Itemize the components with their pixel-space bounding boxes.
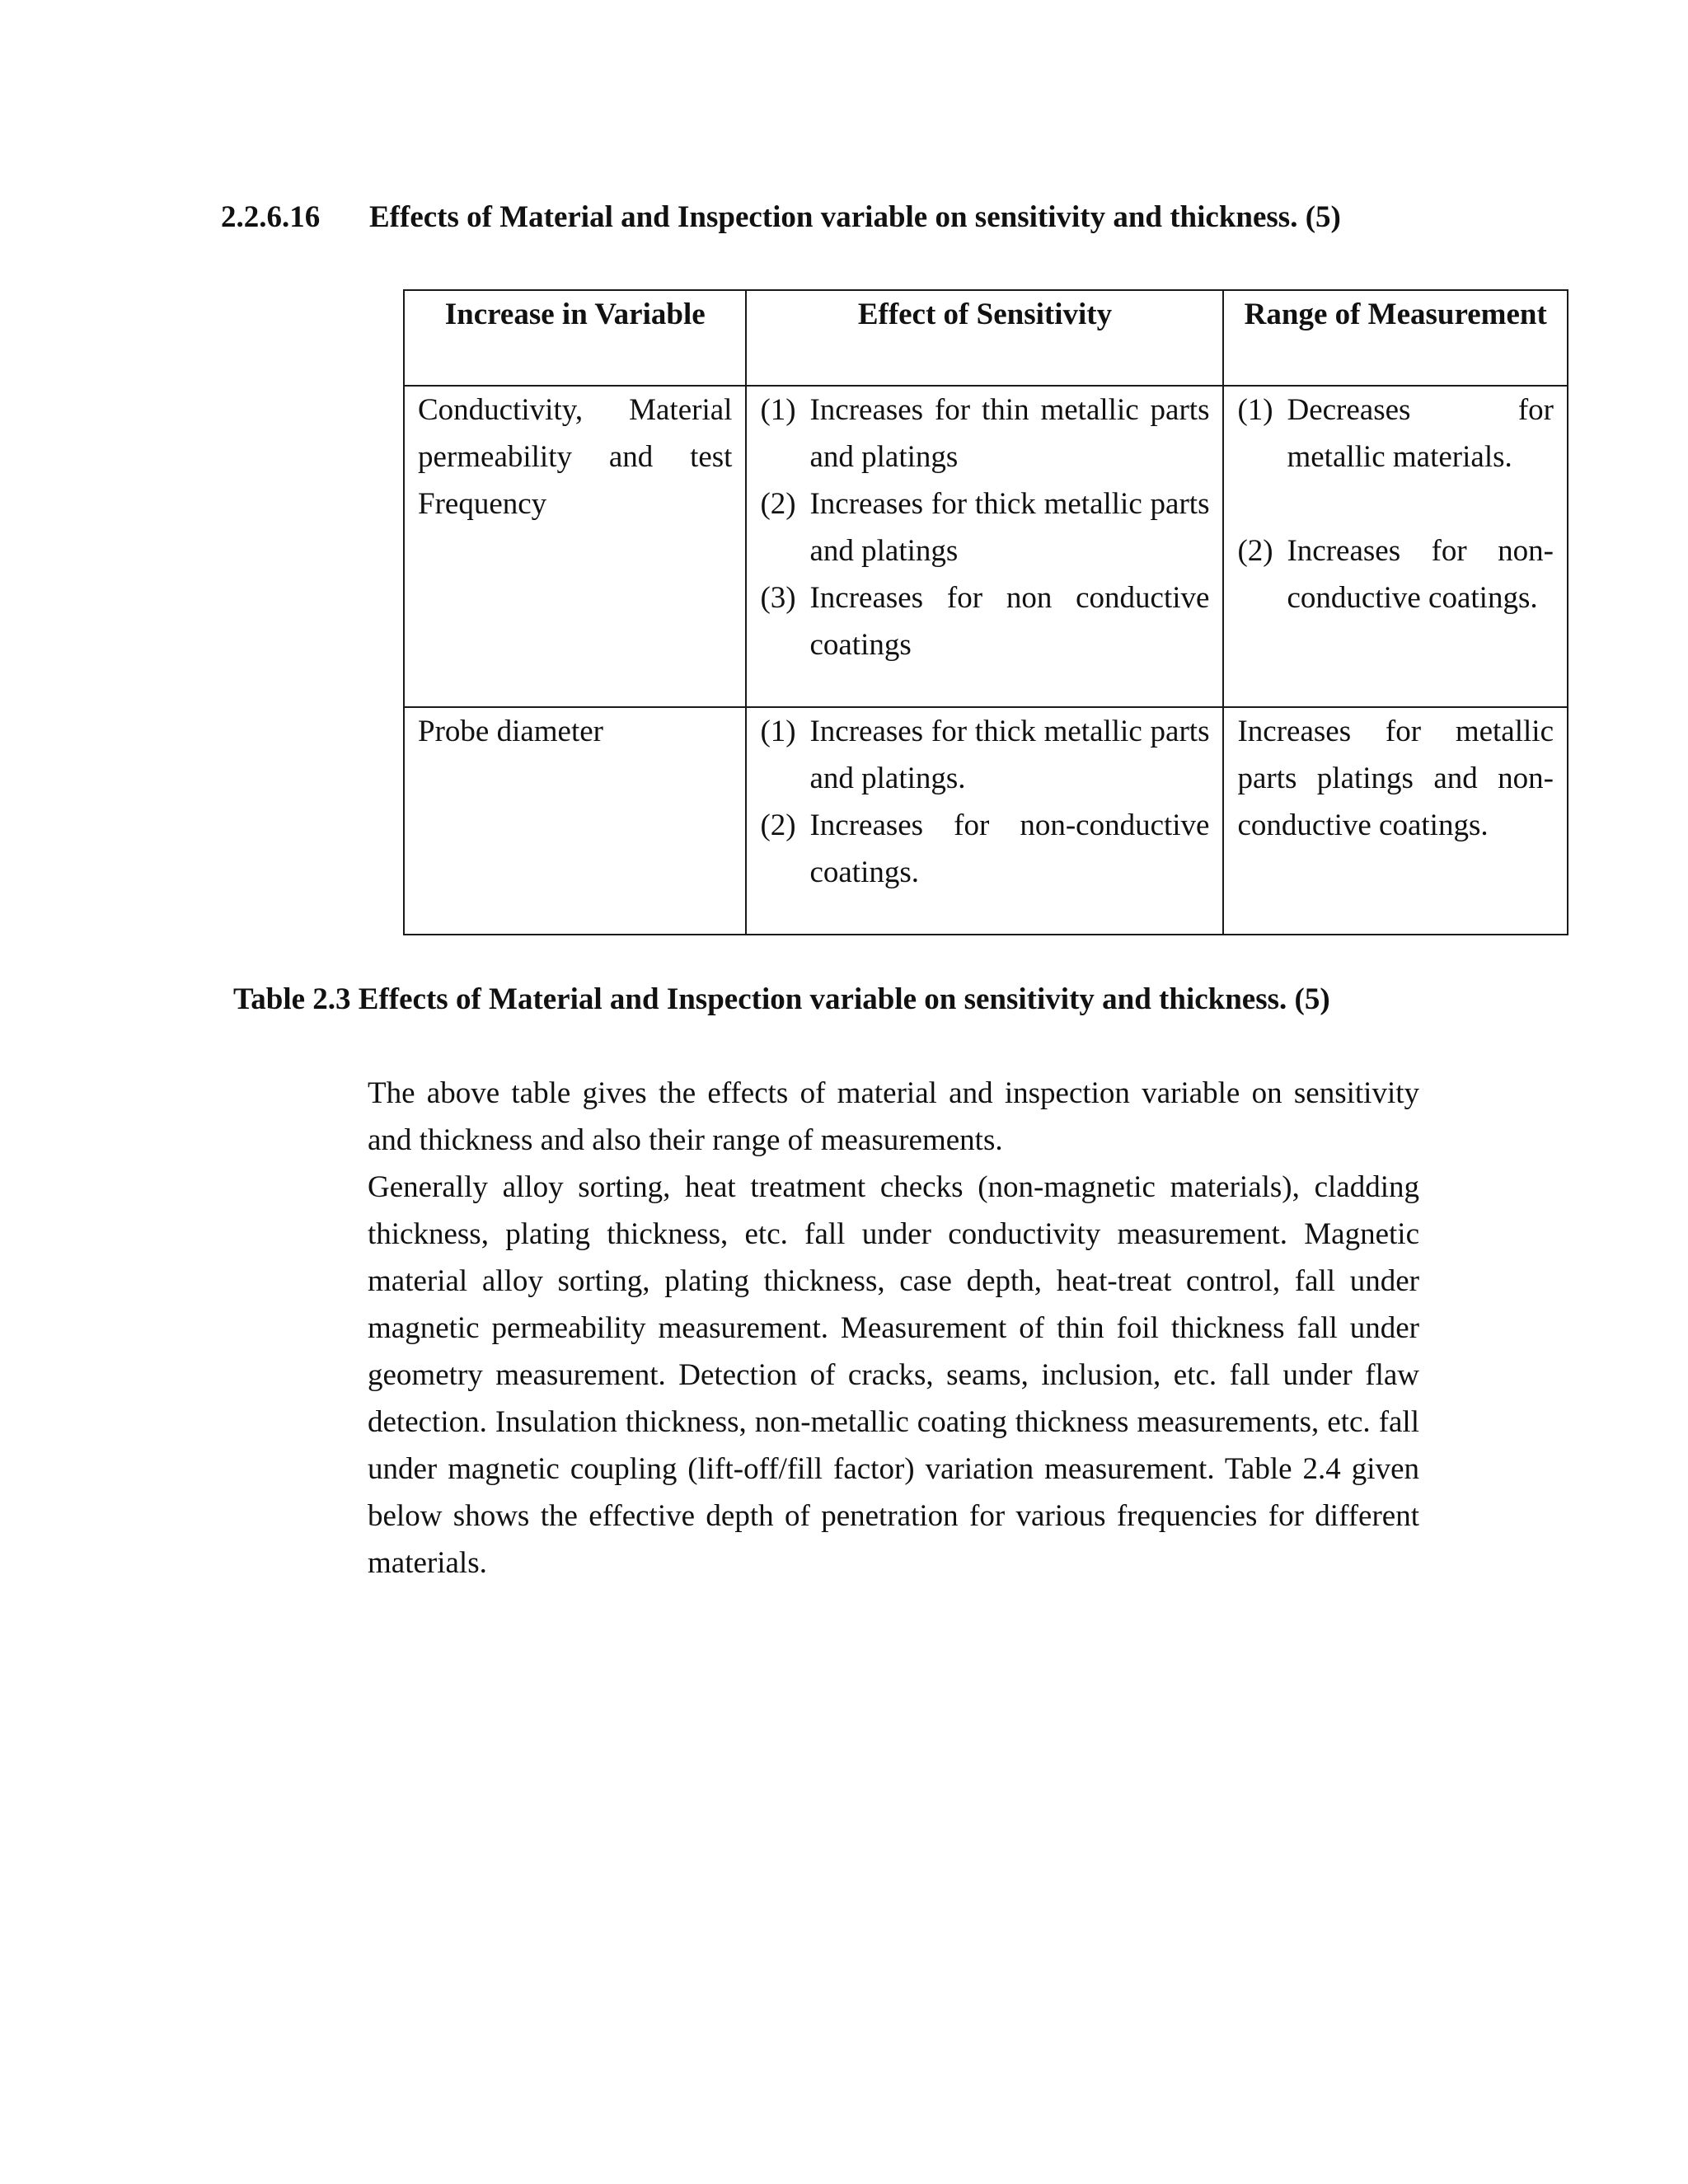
section-heading xyxy=(221,194,1341,241)
list-item xyxy=(760,480,1209,574)
list-marker: (2) xyxy=(760,487,796,521)
list-item xyxy=(760,574,1209,668)
header-effect-of-sensitivity: Effect of Sensitivity xyxy=(746,290,1223,386)
table-row xyxy=(404,386,1568,707)
header-increase-in-variable: Increase in Variable xyxy=(404,290,746,386)
list-item xyxy=(760,802,1209,896)
list-marker: (3) xyxy=(760,581,796,615)
cell-range: Increases for metallic parts platings and non-conductive coatings. xyxy=(1223,707,1568,935)
list-item-text: Increases for thin metallic parts and platings xyxy=(809,393,1210,474)
table-caption: Table 2.3 Effects of Material and Inspection variable on sensitivity and thickness. (5) xyxy=(233,982,1330,1016)
list-item xyxy=(1237,527,1554,621)
sensitivity-list xyxy=(760,387,1209,668)
list-item xyxy=(760,387,1209,480)
section-title: Effects of Material and Inspection variable on sensitivity and thickness. (5) xyxy=(369,200,1341,234)
list-item-text: Increases for non-conductive coatings. xyxy=(1287,534,1554,615)
table-header-row xyxy=(404,290,1568,386)
cell-range xyxy=(1223,386,1568,707)
list-item-text: Decreases for metallic materials. xyxy=(1287,393,1554,474)
list-marker: (1) xyxy=(760,393,796,427)
list-item-text: Increases for non conductive coatings xyxy=(809,581,1210,662)
list-marker: (2) xyxy=(760,808,796,842)
effects-table xyxy=(403,289,1568,935)
list-item-text: Increases for thick metallic parts and platings xyxy=(809,487,1210,568)
list-item-text: Increases for non-conductive coatings. xyxy=(809,808,1210,889)
table-row xyxy=(404,707,1568,935)
header-range-of-measurement: Range of Measurement xyxy=(1223,290,1568,386)
cell-sensitivity xyxy=(746,707,1223,935)
list-item xyxy=(1237,387,1554,480)
cell-variable: Conductivity, Material permeability and test Frequency xyxy=(404,386,746,707)
sensitivity-list xyxy=(760,708,1209,896)
list-marker: (2) xyxy=(1237,534,1273,568)
paragraph: The above table gives the effects of material and inspection variable on sensitivity and thickness and also their range of measurements. xyxy=(368,1076,1419,1157)
list-item-text: Increases for thick metallic parts and platings. xyxy=(809,715,1210,795)
list-marker: (1) xyxy=(1237,393,1273,427)
cell-variable: Probe diameter xyxy=(404,707,746,935)
list-item xyxy=(760,708,1209,802)
range-list xyxy=(1237,387,1554,621)
body-text xyxy=(368,1070,1419,1586)
cell-sensitivity xyxy=(746,386,1223,707)
paragraph: Generally alloy sorting, heat treatment checks (non-magnetic materials), cladding thickness, plating thickness, etc. fall under conductivity measurement. Magnetic material alloy sorting, plating thickness, case depth, heat-treat control, fall under magnetic permeability measurement. Measurement of thin foil thickness fall under geometry measurement. Detection of cracks, seams, inclusion, etc. fall under flaw detection. Insulation thickness, non-metallic coating thickness measurements, etc. fall under magnetic coupling (lift-off/fill factor) variation measurement. Table 2.4 given below shows the effective depth of penetration for various frequencies for different materials. xyxy=(368,1170,1419,1580)
section-number: 2.2.6.16 xyxy=(221,200,321,234)
list-marker: (1) xyxy=(760,715,796,748)
